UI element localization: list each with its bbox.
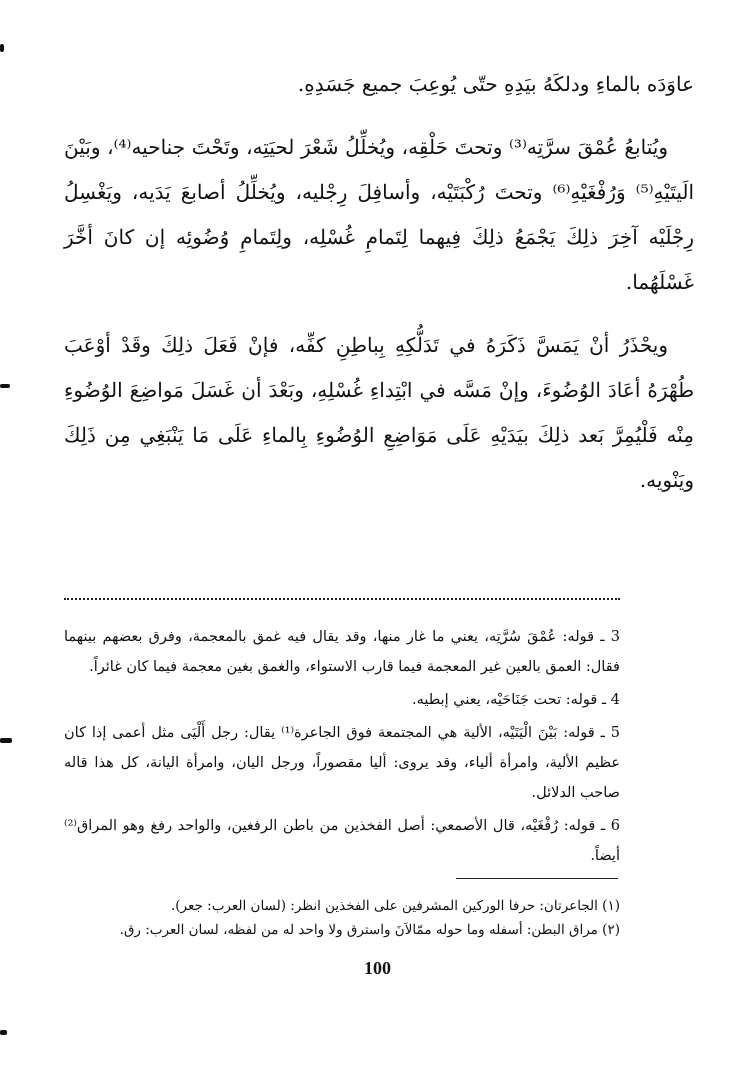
paragraph-1: عاوَدَه بالماءِ ودلكَهُ بيَدِهِ حتّى يُوعِبَ جميع جَسَدِهِ.: [297, 72, 694, 96]
paragraph-2: ويُتابعُ عُمْقَ سرَّتِه⁽³⁾ وتحتَ حَلْقِه، ويُخلِّلُ شَعْرَ لحيَتِه، وتَحْتَ جناحيه⁽⁴⁾، وبَيْنَ الَيتَيْهِ⁽⁵⁾ وَرُفْغَيْهِ⁽⁶⁾ وتحتَ رُكْبَتَيْه، وأسافِلَ رِجْليه، ويُخلِّلُ أصابعَ يَدَيه، ويَغْسِلُ رِجْلَيْه آخِرَ ذلِكَ يَجْمَعُ ذلِكَ فِيهما لِتَمامِ غُسْلِه، ولِتَمامِ وُضُوئِه إن كانَ أخَّرَ غَسْلَهُما.: [64, 135, 694, 294]
reference-2: (٢) مراق البطن: أسفله وما حوله ممّالاَنَ واسترق ولا واحد له من لفظه، لسان العرب: رق.: [119, 922, 620, 938]
footnote-3: 3 ـ قوله: عُمْقَ سُرَّتِه، يعني ما غار منها، وقد يقال فيه غمق بالمعجمة، وفرق بعضهم بينهما فقال: العمق بالعين غير المعجمة فيما قارب الاستواء، والغمق بغين معجمة فيما كان غائراً.: [64, 629, 620, 675]
scan-mark: [0, 738, 12, 743]
footnotes: [64, 622, 620, 874]
scan-mark: [0, 44, 4, 52]
footnote-4: 4 ـ قوله: تحت جَنَاحَيْه، يعني إبطيه.: [411, 692, 620, 708]
paragraph-3: ويحْذَرُ أنْ يَمَسَّ ذَكَرَهُ في تَدَلُّكِهِ بِباطِنِ كفِّه، فإنْ فَعَلَ ذلِكَ وقَدْ أوْعَبَ طُهْرَهُ أعَادَ الوُضُوءَ، وإنْ مَسَّه في ابْتِداءِ غُسْلِهِ، وبَعْدَ أن غَسَلَ مَواضِعَ الوُضُوءِ مِنْه فَلْيُمِرَّ بَعد ذلِكَ بيَدَيْهِ عَلَى مَوَاضِعِ الوُضُوءِ بِالماءِ عَلَى مَا يَنْبَغِي مِن ذَلِكَ ويَنْويه.: [64, 333, 694, 492]
main-text: [64, 62, 694, 521]
reference-1: (١) الجاعرتان: حرفا الوركين المشرفين على الفخذين انظر: (لسان العرب: جعر).: [171, 898, 620, 914]
page-number: 100: [364, 958, 391, 978]
footnote-separator: [64, 598, 620, 600]
scan-mark: [0, 384, 10, 388]
footnote-5: 5 ـ قوله: بَيْنَ الْيَتَيْه، الألية هي المجتمعة فوق الجاعرة⁽¹⁾ يقال: رجل أَلْيَى مثل أعمى إذا كان عظيم الألية، وامرأة ألياء، وقد يروى: أليا مقصوراً، ورجل اليان، وامرأة اليانة، كل هذا قاله صاحب الدلائل.: [64, 725, 620, 801]
reference-separator: [456, 878, 618, 879]
references: [64, 894, 620, 942]
scan-mark: [0, 1030, 7, 1035]
footnote-6: 6 ـ قوله: رُفْغَيْه، قال الأصمعي: أصل الفخذين من باطن الرفغين، والواحد رفغ وهو المراق⁽²⁾ أيضاً.: [64, 818, 620, 864]
